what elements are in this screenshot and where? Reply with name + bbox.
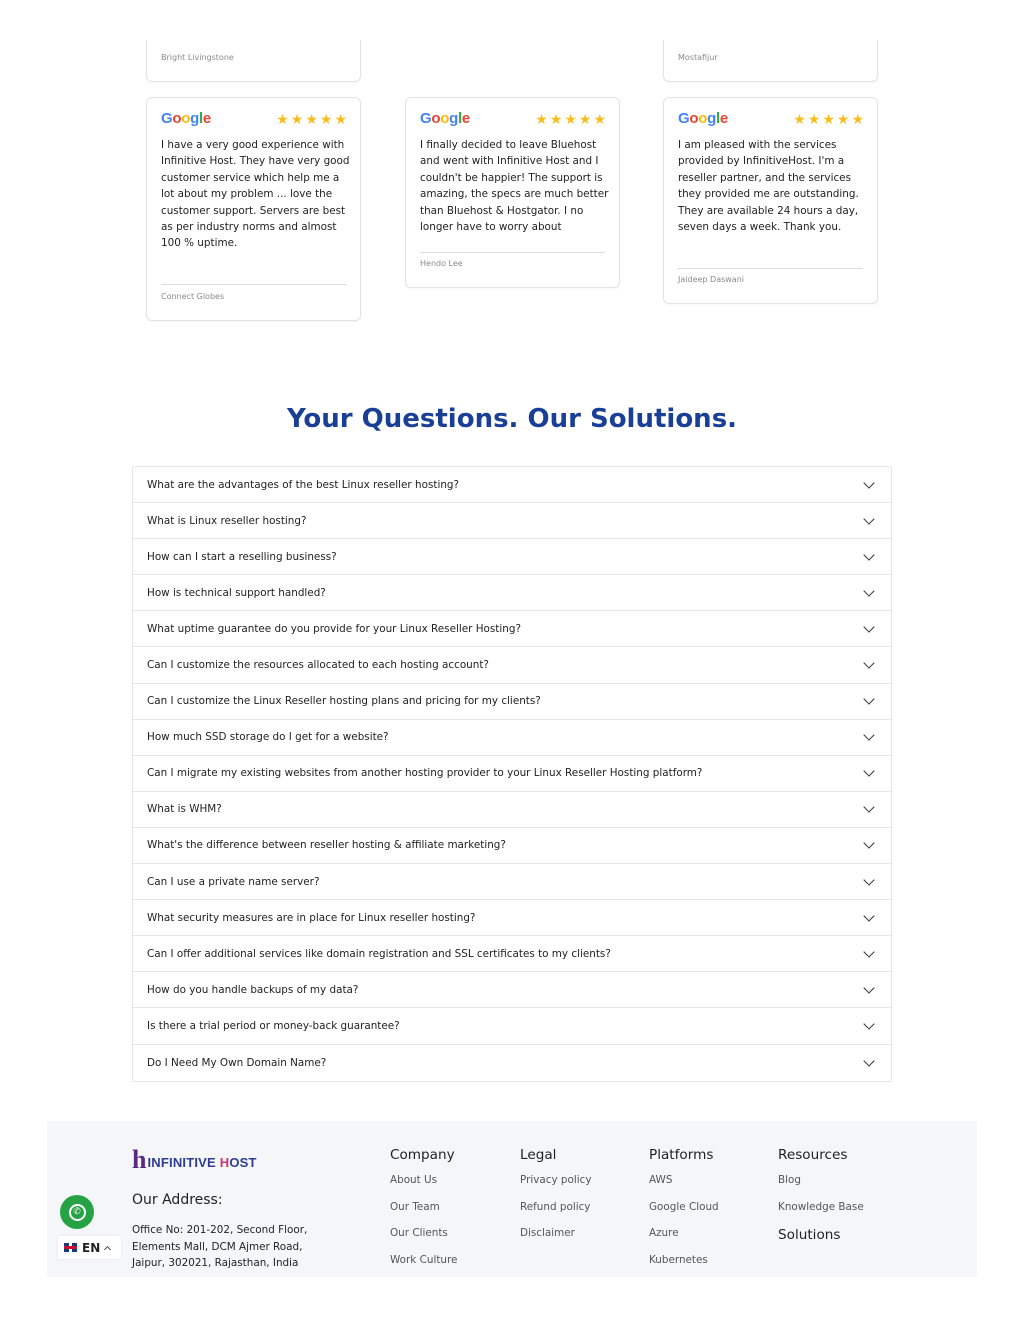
star-icon: ★ — [319, 112, 333, 128]
faq-question: Can I offer additional services like domain registration and SSL certificates to my clients? — [147, 947, 611, 960]
star-icon: ★ — [593, 112, 606, 128]
divider — [678, 268, 863, 269]
faq-question: What is Linux reseller hosting? — [147, 514, 307, 527]
faq-item[interactable] — [133, 972, 891, 1008]
star-icon: ★ — [578, 112, 592, 128]
footer-heading-resources: Resources — [778, 1147, 848, 1163]
star-icon: ★ — [822, 112, 835, 128]
star-icon: ★ — [836, 112, 850, 128]
faq-question: Can I customize the Linux Reseller hosting plans and pricing for my clients? — [147, 695, 541, 708]
chevron-down-icon — [863, 1055, 874, 1066]
rating-stars — [793, 113, 864, 127]
faq-item[interactable] — [133, 864, 891, 900]
language-switcher[interactable] — [58, 1236, 121, 1259]
address-text — [132, 1222, 307, 1272]
star-icon: ★ — [549, 112, 563, 128]
review-author: Mostafijur — [678, 53, 718, 62]
address-line: Elements Mall, DCM Ajmer Road, — [132, 1240, 303, 1253]
review-card-3 — [663, 97, 878, 304]
faq-question: What uptime guarantee do you provide for your Linux Reseller Hosting? — [147, 622, 521, 635]
star-icon: ★ — [564, 112, 577, 128]
logo-word-a: INFINITIVE — [147, 1155, 220, 1170]
footer-link-refund[interactable]: Refund policy — [520, 1200, 591, 1213]
faq-item[interactable] — [133, 1008, 891, 1044]
address-line: Office No: 201-202, Second Floor, — [132, 1224, 308, 1236]
review-author: Hendo Lee — [420, 259, 463, 268]
chevron-down-icon — [863, 549, 874, 560]
footer-heading-platforms: Platforms — [649, 1147, 714, 1163]
footer-heading-company: Company — [390, 1147, 455, 1163]
faq-question: Do I Need My Own Domain Name? — [147, 1056, 327, 1069]
logo-word-c: OST — [229, 1155, 257, 1170]
footer-heading-solutions: Solutions — [778, 1227, 841, 1243]
logo-word-b: H — [219, 1155, 230, 1170]
review-author: Bright Livingstone — [161, 53, 234, 62]
faq-item[interactable] — [133, 467, 891, 503]
footer — [47, 1121, 977, 1277]
faq-question: How do you handle backups of my data? — [147, 983, 359, 996]
footer-col-legal — [520, 1147, 592, 1254]
footer-link-our-clients[interactable]: Our Clients — [390, 1227, 448, 1239]
footer-col-platforms — [649, 1147, 719, 1280]
google-logo-icon: Google — [678, 110, 728, 127]
faq-item[interactable] — [133, 828, 891, 864]
footer-link-about-us[interactable]: About Us — [390, 1174, 438, 1186]
faq-item[interactable] — [133, 539, 891, 575]
chevron-down-icon — [863, 982, 874, 993]
review-text: I am pleased with the services provided by InfinitiveHost. I'm a reseller partner, and the services they provided me are outstanding. They are available 24 hours a day, seven days a week. Thank you. — [678, 139, 859, 234]
footer-link-our-team[interactable]: Our Team — [390, 1200, 440, 1213]
review-card-2 — [405, 97, 620, 288]
chevron-down-icon — [863, 874, 874, 885]
footer-col-resources — [778, 1147, 864, 1254]
faq-question: What is WHM? — [147, 803, 222, 816]
chevron-down-icon — [863, 621, 874, 632]
faq-question: How can I start a reselling business? — [147, 550, 337, 563]
review-card-top-1 — [146, 40, 361, 82]
review-text: I finally decided to leave Bluehost and went with Infinitive Host and I couldn't be happier! The support is amazing, the specs are much better than Bluehost & Hostgator. I no longer have to worry about — [420, 139, 609, 234]
star-icon: ★ — [793, 112, 806, 128]
faq-item[interactable] — [133, 720, 891, 756]
chevron-down-icon — [863, 477, 874, 488]
logo-wordmark — [147, 1155, 256, 1170]
faq-question: Can I use a private name server? — [147, 875, 320, 888]
faq-question: What security measures are in place for Linux reseller hosting? — [147, 911, 476, 924]
footer-link-azure[interactable]: Azure — [649, 1227, 679, 1239]
chevron-down-icon — [863, 946, 874, 957]
footer-link-work-culture[interactable]: Work Culture — [390, 1253, 458, 1266]
faq-item[interactable] — [133, 684, 891, 720]
chevron-up-icon — [104, 1245, 111, 1252]
chevron-down-icon — [863, 838, 874, 849]
divider — [161, 284, 346, 285]
chevron-down-icon — [863, 657, 874, 668]
review-card-1 — [146, 97, 361, 321]
chevron-down-icon — [863, 693, 874, 704]
faq-question: Is there a trial period or money-back guarantee? — [147, 1019, 400, 1032]
star-icon: ★ — [290, 112, 304, 128]
whatsapp-button[interactable] — [60, 1195, 94, 1229]
faq-title: Your Questions. Our Solutions. — [286, 404, 738, 434]
faq-item[interactable] — [133, 936, 891, 972]
footer-link-kubernetes[interactable]: Kubernetes — [649, 1253, 708, 1266]
whatsapp-icon: ✆ — [69, 1204, 86, 1221]
faq-item[interactable] — [133, 900, 891, 936]
chevron-down-icon — [863, 910, 874, 921]
faq-question: How much SSD storage do I get for a website? — [147, 731, 389, 744]
faq-question: How is technical support handled? — [147, 586, 326, 599]
review-author: Connect Globes — [161, 292, 225, 301]
rating-stars — [276, 113, 347, 127]
star-icon: ★ — [305, 112, 318, 128]
chevron-down-icon — [863, 730, 874, 741]
footer-link-disclaimer[interactable]: Disclaimer — [520, 1227, 575, 1239]
uk-flag-icon — [64, 1243, 77, 1252]
address-heading: Our Address: — [132, 1192, 223, 1208]
faq-item[interactable] — [133, 575, 891, 611]
google-logo-icon: Google — [420, 110, 470, 127]
footer-col-company — [390, 1147, 457, 1280]
faq-item[interactable] — [133, 503, 891, 539]
address-line: Jaipur, 302021, Rajasthan, India — [132, 1257, 299, 1269]
chevron-down-icon — [863, 1018, 874, 1029]
faq-item[interactable] — [133, 792, 891, 828]
star-icon: ★ — [851, 112, 864, 128]
chevron-down-icon — [863, 513, 874, 524]
rating-stars — [535, 113, 606, 127]
faq-question: Can I migrate my existing websites from another hosting provider to your Linux Reseller Hosting platform? — [147, 767, 703, 780]
footer-link-google-cloud[interactable]: Google Cloud — [649, 1200, 719, 1213]
star-icon: ★ — [535, 112, 548, 128]
google-logo-icon: Google — [161, 110, 211, 127]
footer-heading-legal: Legal — [520, 1147, 557, 1163]
footer-link-privacy[interactable]: Privacy policy — [520, 1174, 592, 1186]
chevron-down-icon — [863, 585, 874, 596]
logo-mark: h — [132, 1145, 147, 1174]
chevron-down-icon — [863, 802, 874, 813]
review-author: Jaideep Daswani — [678, 275, 744, 284]
faq-item[interactable] — [133, 1045, 891, 1081]
review-card-top-2 — [663, 40, 878, 82]
star-icon: ★ — [276, 112, 289, 128]
faq-item[interactable] — [133, 611, 891, 647]
star-icon: ★ — [334, 112, 347, 128]
faq-question: Can I customize the resources allocated to each hosting account? — [147, 659, 489, 672]
faq-item[interactable] — [133, 756, 891, 792]
footer-link-aws[interactable]: AWS — [649, 1174, 673, 1186]
infinitive-host-logo[interactable] — [132, 1145, 257, 1174]
star-icon: ★ — [807, 112, 821, 128]
faq-item[interactable] — [133, 647, 891, 683]
faq-accordion — [132, 466, 892, 1082]
divider — [420, 252, 605, 253]
review-text: I have a very good experience with Infinitive Host. They have very good customer service which help me a lot about my problem ... love the customer support. Servers are best as per industry norms and almost 100 % uptime. — [161, 139, 350, 250]
language-code: EN — [82, 1240, 101, 1255]
footer-link-knowledge-base[interactable]: Knowledge Base — [778, 1200, 864, 1213]
faq-question: What are the advantages of the best Linux reseller hosting? — [147, 478, 460, 491]
footer-link-blog[interactable]: Blog — [778, 1174, 801, 1186]
faq-question: What's the difference between reseller hosting & affiliate marketing? — [147, 839, 506, 852]
chevron-down-icon — [863, 766, 874, 777]
